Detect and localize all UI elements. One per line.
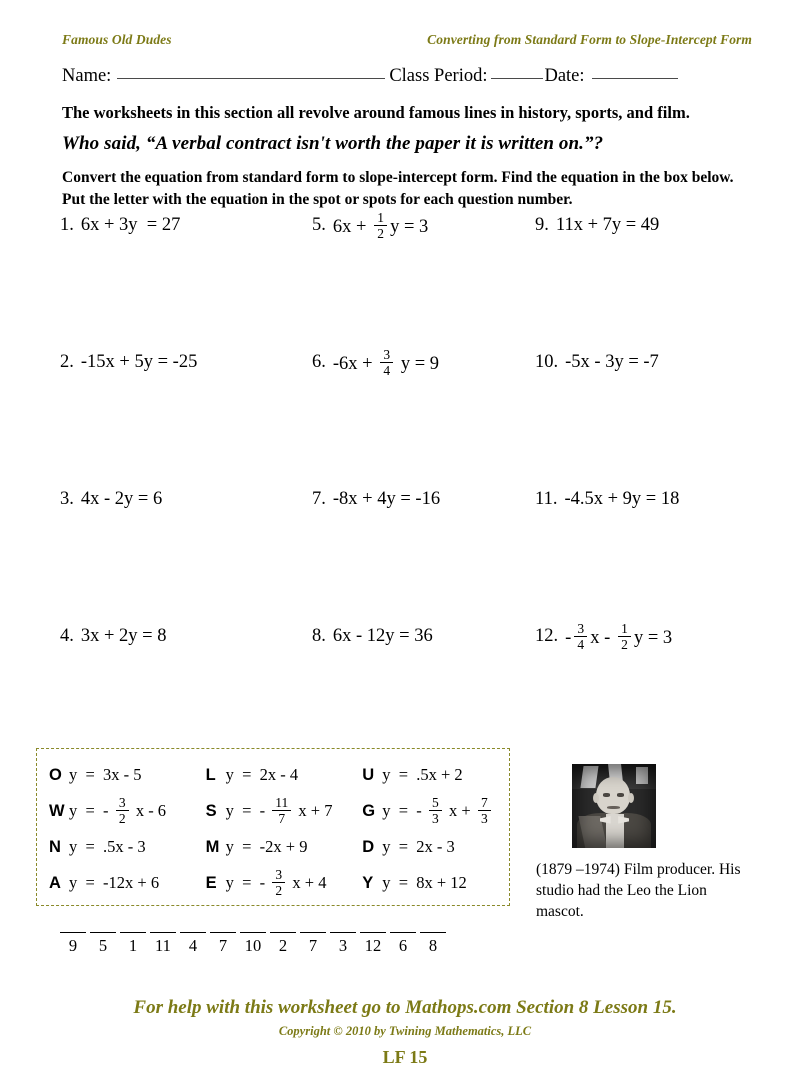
fraction-numerator: 3 <box>275 866 283 882</box>
name-input-blank[interactable] <box>117 78 385 79</box>
problem-number: 7. <box>312 489 326 509</box>
problem-2[interactable] <box>60 349 312 486</box>
answer-letter: L <box>205 765 216 784</box>
problem-number: 11. <box>535 489 558 509</box>
equation-text: x - 6 <box>131 801 167 820</box>
intro-description: The worksheets in this section all revolve around famous lines in history, sports, and film. <box>62 103 690 122</box>
fraction-denominator: 3 <box>432 810 439 826</box>
equation-text: 6x - 12y = 36 <box>332 626 433 646</box>
equation-text: y = -12x + 6 <box>69 873 160 892</box>
blank-number-label: 11 <box>155 936 171 955</box>
problem-7[interactable] <box>312 486 535 623</box>
answer-blank-1[interactable] <box>60 932 86 956</box>
equation-expression <box>333 212 428 241</box>
answer-letter: N <box>49 837 61 856</box>
footer-copyright: Copyright © 2010 by Twining Mathematics, LLC <box>278 1024 532 1038</box>
fraction <box>272 796 291 825</box>
equation-text: y = -2x + 9 <box>225 837 308 856</box>
blank-number-label: 2 <box>278 936 288 955</box>
blank-line <box>180 932 206 933</box>
answer-blanks-row <box>60 932 450 956</box>
problem-number: 4. <box>60 626 74 646</box>
equation-expression <box>565 349 659 375</box>
intro-block <box>62 102 762 210</box>
equation-expression <box>382 765 463 785</box>
fraction <box>116 796 129 825</box>
equation-expression <box>226 837 308 857</box>
equation-expression <box>564 486 679 512</box>
blank-line <box>390 932 416 933</box>
problem-number: 9. <box>535 215 549 235</box>
answer-bank-row <box>37 793 509 829</box>
equation-text: 6x + <box>332 216 372 237</box>
fraction <box>272 868 285 897</box>
problem-3[interactable] <box>60 486 312 623</box>
fraction-denominator: 2 <box>377 226 384 241</box>
answer-blank-8[interactable] <box>270 932 296 956</box>
equation-expression <box>556 212 659 238</box>
answer-option-L[interactable] <box>206 765 363 785</box>
equation-text: -6x + <box>332 353 378 374</box>
equation-text: y = 9 <box>396 353 440 374</box>
equation-text: x + <box>444 801 475 820</box>
fraction-numerator: 11 <box>275 794 289 810</box>
equation-expression <box>69 837 146 857</box>
blank-line <box>60 932 86 933</box>
equation-expression <box>382 837 455 857</box>
problem-number: 12. <box>535 626 559 646</box>
equation-text: y = .5x + 2 <box>382 765 463 784</box>
problem-1[interactable] <box>60 212 312 349</box>
equation-expression <box>382 873 467 893</box>
equation-text: y = 3x - 5 <box>69 765 142 784</box>
equation-text: y = 3 <box>390 216 429 237</box>
equation-text: y = - <box>69 801 113 820</box>
date-input-blank[interactable] <box>592 78 678 79</box>
fraction <box>618 622 631 651</box>
problem-11[interactable] <box>535 486 760 623</box>
fraction-denominator: 2 <box>621 637 628 652</box>
problems-grid <box>60 212 760 760</box>
equation-expression <box>69 794 167 826</box>
worksheet-footer <box>0 995 810 1069</box>
equation-text: -15x + 5y = -25 <box>80 352 198 372</box>
equation-text: -8x + 4y = -16 <box>332 489 441 509</box>
answer-bank-row <box>37 757 509 793</box>
blank-number-label: 1 <box>128 936 138 955</box>
equation-text: y = 2x - 4 <box>225 765 299 784</box>
fraction-denominator: 4 <box>383 363 391 378</box>
blank-number-label: 7 <box>308 936 318 955</box>
answer-blank-10[interactable] <box>330 932 356 956</box>
equation-expression <box>333 623 433 649</box>
equation-text: 4x - 2y = 6 <box>80 489 163 509</box>
blank-number-label: 6 <box>398 936 408 955</box>
fraction-numerator: 7 <box>480 794 488 810</box>
answer-blank-3[interactable] <box>120 932 146 956</box>
problem-number: 3. <box>60 489 74 509</box>
blank-number-label: 3 <box>338 936 348 955</box>
answer-letter: D <box>362 837 375 856</box>
fraction <box>574 622 587 651</box>
equation-text: x - <box>590 627 615 648</box>
intro-question: Who said, “A verbal contract isn't worth the paper it is written on.”? <box>62 133 604 154</box>
answer-letter: U <box>362 765 375 784</box>
class-period-label: Class Period: <box>389 66 488 86</box>
equation-text: -5x - 3y = -7 <box>565 352 659 372</box>
problem-row <box>60 486 760 623</box>
worksheet-header <box>62 32 752 52</box>
equation-text: y = - <box>225 873 270 892</box>
answer-option-M[interactable] <box>206 837 363 857</box>
blank-line <box>270 932 296 933</box>
answer-blank-12[interactable] <box>390 932 416 956</box>
equation-expression <box>69 765 142 785</box>
answer-letter: Y <box>362 873 374 892</box>
equation-text: x + 7 <box>294 801 333 820</box>
answer-bank-row <box>37 865 509 901</box>
problem-row <box>60 349 760 486</box>
answer-blank-9[interactable] <box>300 932 326 956</box>
answer-bank-row <box>37 829 509 865</box>
blank-number-label: 8 <box>428 936 438 955</box>
answer-blank-6[interactable] <box>210 932 236 956</box>
fraction-numerator: 3 <box>118 794 126 810</box>
blank-line <box>330 932 356 933</box>
equation-expression <box>565 623 672 652</box>
equation-text: y = - <box>382 801 426 820</box>
answer-letter: W <box>49 801 65 820</box>
fraction <box>380 348 393 377</box>
problem-8[interactable] <box>312 623 535 760</box>
blank-line <box>150 932 176 933</box>
blank-number-label: 10 <box>244 936 262 955</box>
fraction-denominator: 2 <box>275 882 283 898</box>
blank-number-label: 9 <box>68 936 78 955</box>
fraction-numerator: 3 <box>383 347 391 362</box>
equation-text: -4.5x + 9y = 18 <box>564 489 680 509</box>
fraction-denominator: 3 <box>480 810 488 826</box>
blank-line <box>360 932 386 933</box>
equation-text: - <box>565 627 572 648</box>
answer-option-A[interactable] <box>37 873 206 893</box>
fraction-numerator: 5 <box>432 794 439 810</box>
name-label: Name: <box>62 66 112 86</box>
blank-number-label: 12 <box>364 936 382 955</box>
portrait-photo <box>572 764 656 848</box>
answer-option-W[interactable] <box>37 794 206 826</box>
equation-expression <box>225 794 333 826</box>
answer-letter: G <box>362 801 376 820</box>
problem-5[interactable] <box>312 212 535 349</box>
answer-letter: M <box>205 837 220 856</box>
problem-6[interactable] <box>312 349 535 486</box>
problem-number: 10. <box>535 352 559 372</box>
portrait-block <box>536 764 776 922</box>
equation-text: y = 2x - 3 <box>382 837 455 856</box>
equation-expression <box>69 873 159 893</box>
header-left-title: Famous Old Dudes <box>62 32 172 47</box>
answer-bank-box <box>36 748 510 906</box>
fraction <box>374 211 387 240</box>
problem-9[interactable] <box>535 212 760 349</box>
equation-expression <box>81 623 167 649</box>
date-label: Date: <box>544 66 585 86</box>
portrait-caption: (1879 –1974) Film producer. His studio had the Leo the Lion mascot. <box>536 861 741 920</box>
answer-blank-13[interactable] <box>420 932 446 956</box>
equation-text: y = .5x - 3 <box>69 837 146 856</box>
answer-option-E[interactable] <box>205 866 363 898</box>
answer-option-Y[interactable] <box>362 873 509 893</box>
blank-line <box>420 932 446 933</box>
blank-number-label: 4 <box>188 936 198 955</box>
blank-line <box>120 932 146 933</box>
problem-4[interactable] <box>60 623 312 760</box>
problem-row <box>60 212 760 349</box>
problem-10[interactable] <box>535 349 760 486</box>
answer-option-U[interactable] <box>362 765 509 785</box>
student-info-line <box>62 66 762 90</box>
answer-letter: S <box>205 801 217 820</box>
blank-number-label: 7 <box>218 936 228 955</box>
problem-number: 2. <box>60 352 74 372</box>
header-right-title: Converting from Standard Form to Slope-Intercept Form <box>427 32 752 47</box>
problem-number: 8. <box>312 626 326 646</box>
equation-expression <box>333 486 440 512</box>
answer-letter: O <box>49 765 62 784</box>
fraction-denominator: 2 <box>118 810 126 826</box>
equation-expression <box>225 866 327 898</box>
equation-expression <box>382 794 494 826</box>
blank-line <box>210 932 236 933</box>
answer-blank-11[interactable] <box>360 932 386 956</box>
fraction-numerator: 1 <box>377 210 384 225</box>
intro-directions: Convert the equation from standard form to slope-intercept form. Find the equation in the box below. Put the letter with the equation in the spot or spots for each question number. <box>62 169 734 208</box>
equation-text: 6x + 3y = 27 <box>80 215 181 235</box>
fraction <box>429 796 442 825</box>
footer-help-text: For help with this worksheet go to Mathops.com Section 8 Lesson 15. <box>133 997 677 1018</box>
equation-expression <box>81 212 181 238</box>
blank-line <box>240 932 266 933</box>
blank-number-label: 5 <box>98 936 108 955</box>
fraction-denominator: 4 <box>577 637 585 652</box>
equation-expression <box>226 765 299 785</box>
equation-text: y = 8x + 12 <box>382 873 467 892</box>
equation-expression <box>81 486 162 512</box>
answer-option-N[interactable] <box>37 837 206 857</box>
equation-text: x + 4 <box>288 873 327 892</box>
fraction <box>478 796 491 825</box>
answer-blank-5[interactable] <box>180 932 206 956</box>
answer-letter: A <box>49 873 61 892</box>
equation-text: y = - <box>225 801 270 820</box>
problem-row <box>60 623 760 760</box>
fraction-denominator: 7 <box>278 810 286 826</box>
equation-expression <box>81 349 197 375</box>
problem-12[interactable] <box>535 623 760 760</box>
equation-text: 11x + 7y = 49 <box>555 215 660 235</box>
answer-letter: E <box>205 873 217 892</box>
answer-blank-7[interactable] <box>240 932 266 956</box>
problem-number: 5. <box>312 215 326 235</box>
blank-line <box>90 932 116 933</box>
equation-expression <box>333 349 439 378</box>
problem-number: 1. <box>60 215 74 235</box>
equation-text: y = 3 <box>633 627 673 648</box>
class-period-input-blank[interactable] <box>491 78 543 79</box>
equation-text: 3x + 2y = 8 <box>80 626 167 646</box>
answer-option-D[interactable] <box>362 837 509 857</box>
fraction-numerator: 3 <box>577 621 585 636</box>
answer-option-S[interactable] <box>205 794 363 826</box>
footer-lesson-code: LF 15 <box>382 1047 428 1067</box>
answer-option-G[interactable] <box>362 794 509 826</box>
blank-line <box>300 932 326 933</box>
fraction-numerator: 1 <box>621 621 628 636</box>
problem-number: 6. <box>312 352 326 372</box>
answer-option-O[interactable] <box>37 765 206 785</box>
answer-blank-2[interactable] <box>90 932 116 956</box>
answer-blank-4[interactable] <box>150 932 176 956</box>
